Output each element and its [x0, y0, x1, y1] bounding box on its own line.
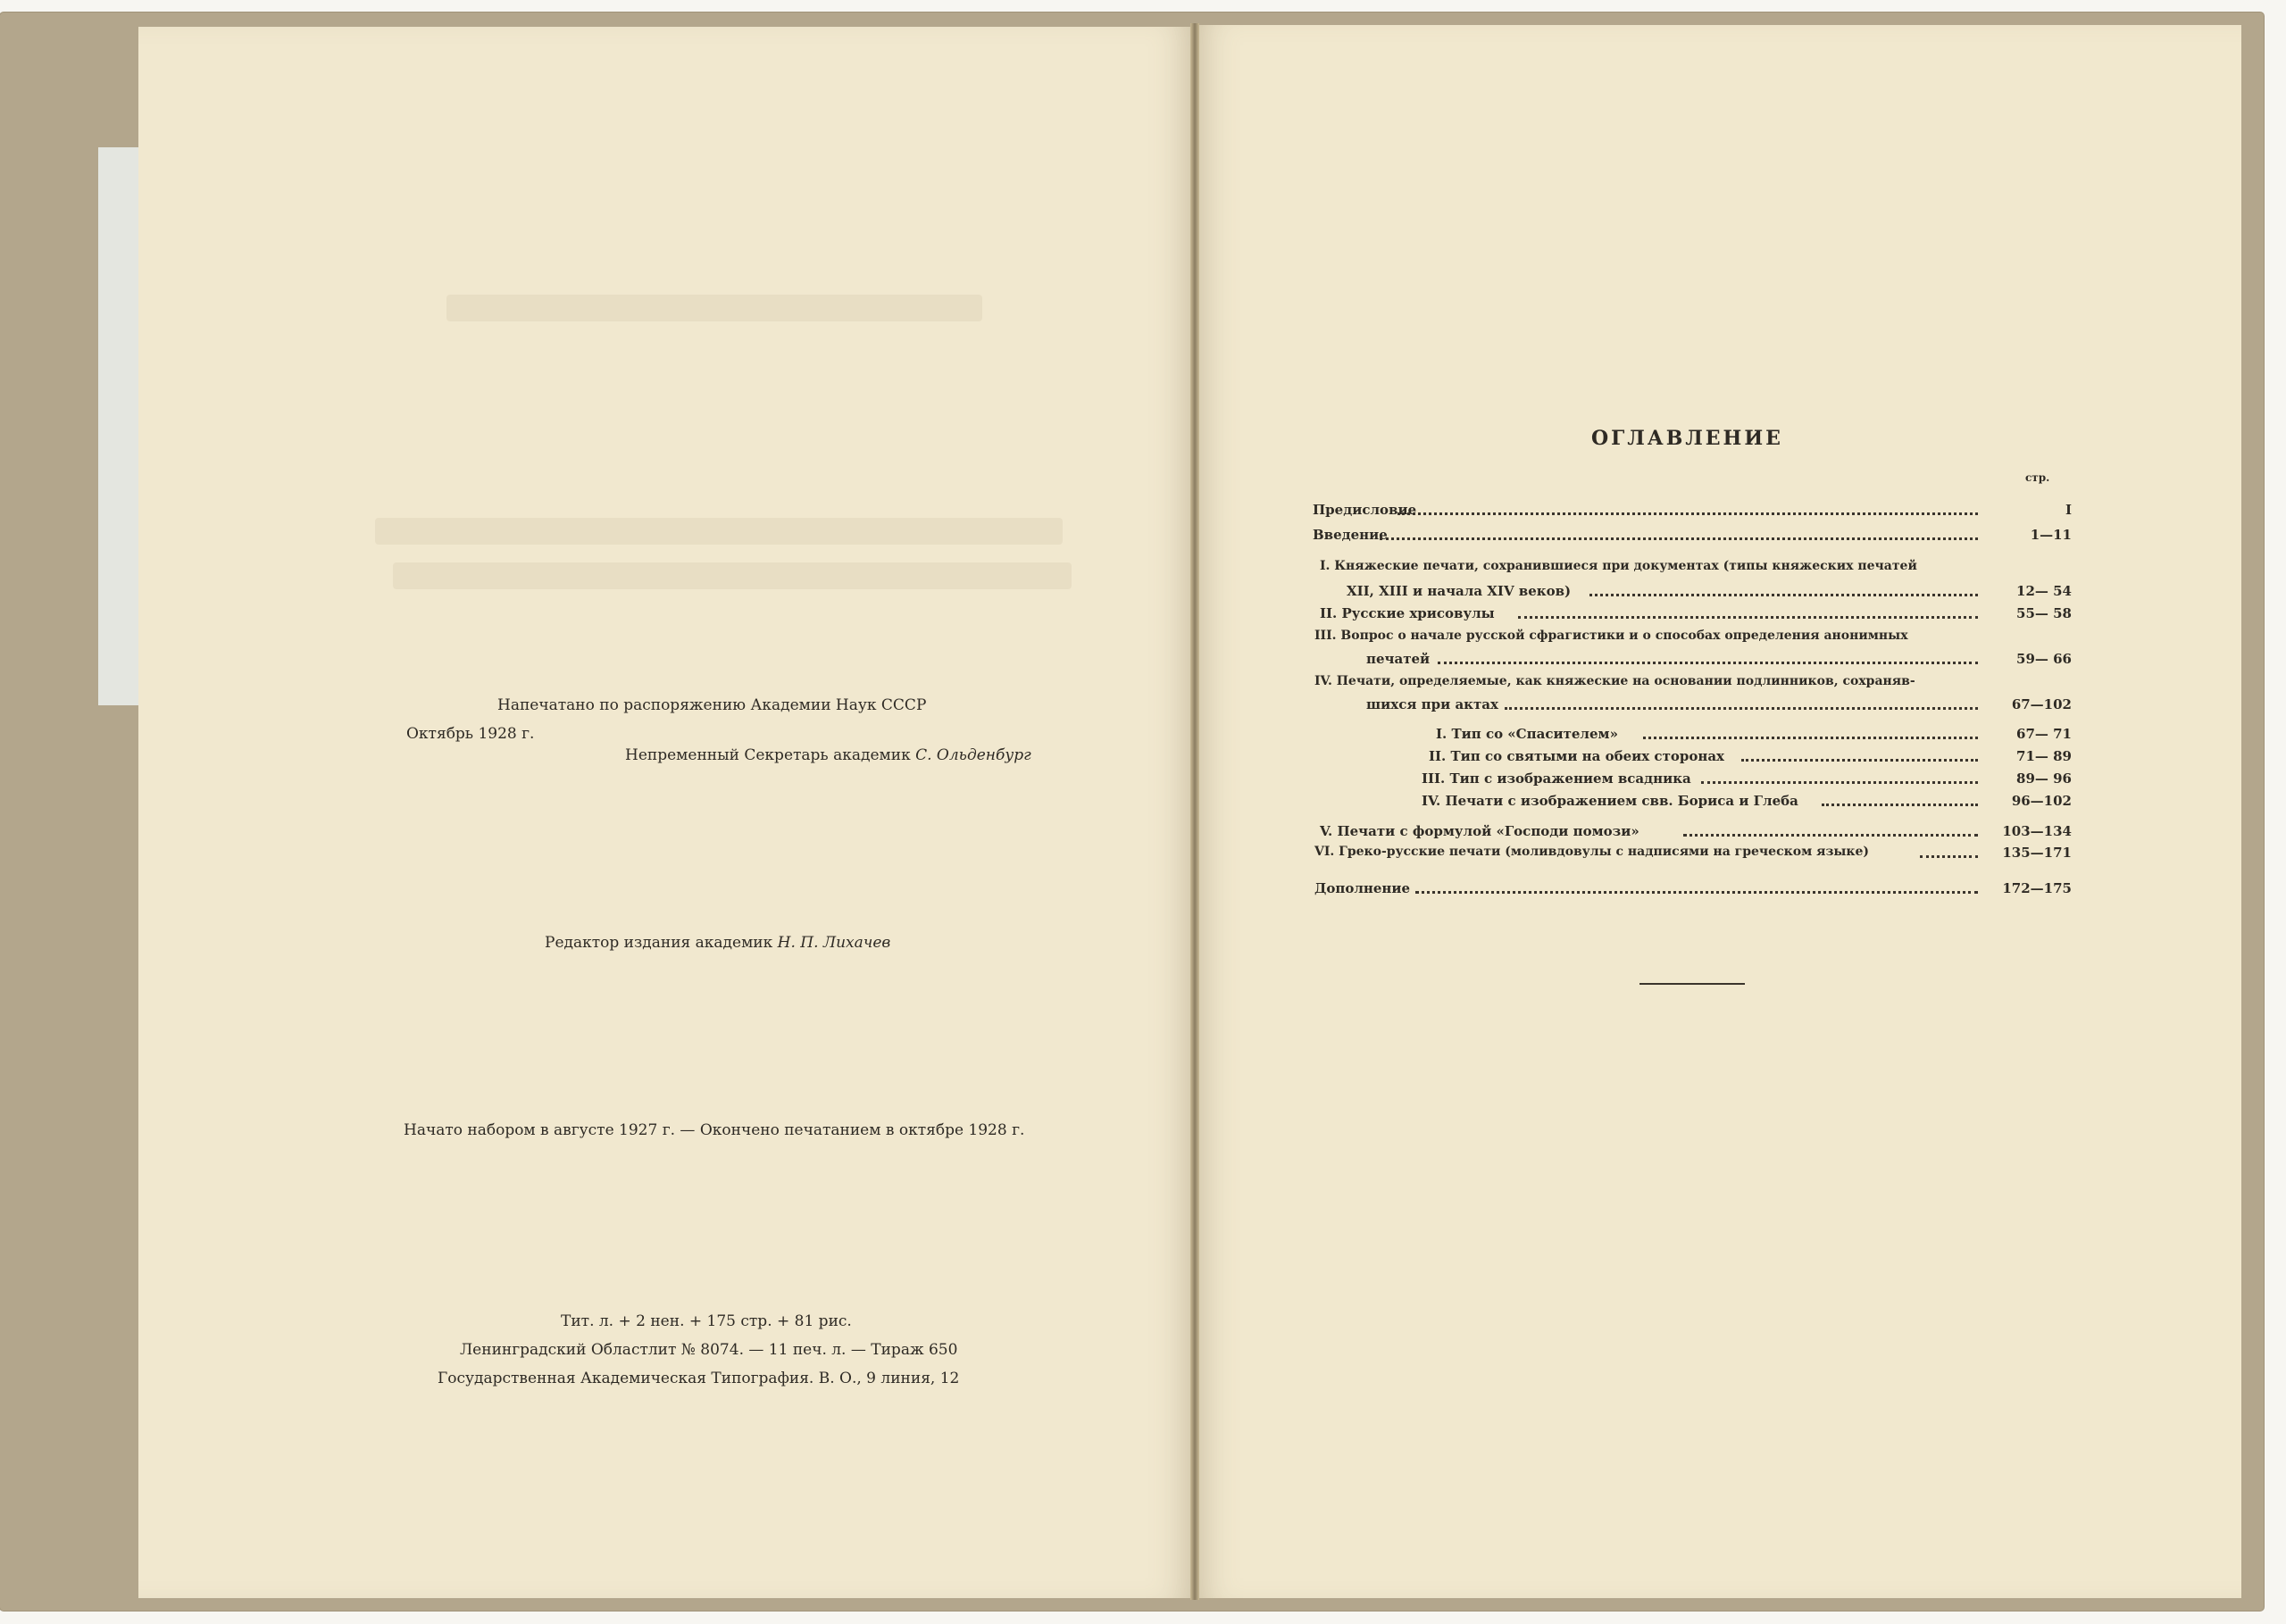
closing-rule [1639, 983, 1745, 985]
toc-page-header: стр. [2025, 471, 2050, 484]
toc-entry: печатей 59— 66 [1366, 651, 2072, 667]
editor-name: Н. П. Лихачев [777, 934, 891, 952]
toc-entry: шихся при актах 67—102 [1366, 696, 2072, 712]
secretary-name: С. Ольденбург [915, 746, 1031, 764]
show-through [446, 295, 982, 321]
toc-title: ОГЛАВЛЕНИЕ [1591, 427, 1783, 450]
left-page [138, 27, 1192, 1598]
toc-entry: III. Вопрос о начале русской сфрагистики и о способах определения анонимных [1314, 629, 1908, 643]
toc-entry: XII, XIII и начала XIV веков) 12— 54 [1347, 583, 2072, 599]
imprint-date: Октябрь 1928 г. [406, 725, 535, 743]
toc-entry: I. Княжеские печати, сохранившиеся при документах (типы княжеских печатей [1320, 559, 1917, 573]
toc-entry: VI. Греко-русские печати (моливдовулы с надписями на греческом языке) 135—171 [1314, 845, 2072, 861]
toc-entry: Введение 1—11 [1313, 527, 2072, 543]
toc-entry: V. Печати с формулой «Господи помози» 103—134 [1320, 823, 2072, 839]
colophon-line: Ленинградский Областлит № 8074. — 11 печ. л. — Тираж 650 [460, 1341, 958, 1359]
print-dates: Начато набором в августе 1927 г. — Окончено печатанием в октябре 1928 г. [404, 1121, 1025, 1139]
toc-entry: III. Тип с изображением всадника 89— 96 [1422, 770, 2072, 787]
secretary-label: Непременный Секретарь академик [625, 746, 911, 764]
toc-entry: I. Тип со «Спасителем» 67— 71 [1436, 726, 2072, 742]
toc-entry: Предисловие I [1313, 502, 2072, 518]
toc-entry: II. Тип со святыми на обеих сторонах 71— 89 [1429, 748, 2072, 764]
colophon-line: Тит. л. + 2 нен. + 175 стр. + 81 рис. [561, 1312, 852, 1330]
toc-entry: IV. Печати, определяемые, как княжеские на основании подлинников, сохраняв- [1314, 674, 1915, 688]
toc-entry: II. Русские хрисовулы 55— 58 [1320, 605, 2072, 621]
colophon-line: Государственная Академическая Типография. В. О., 9 линия, 12 [438, 1370, 960, 1387]
toc-entry: IV. Печати с изображением свв. Бориса и Глеба 96—102 [1422, 793, 2072, 809]
editor-line [545, 934, 890, 952]
imprint-line: Напечатано по распоряжению Академии Наук СССР [497, 696, 927, 714]
editor-label: Редактор издания академик [545, 934, 773, 952]
toc-entry: Дополнение 172—175 [1314, 880, 2072, 896]
